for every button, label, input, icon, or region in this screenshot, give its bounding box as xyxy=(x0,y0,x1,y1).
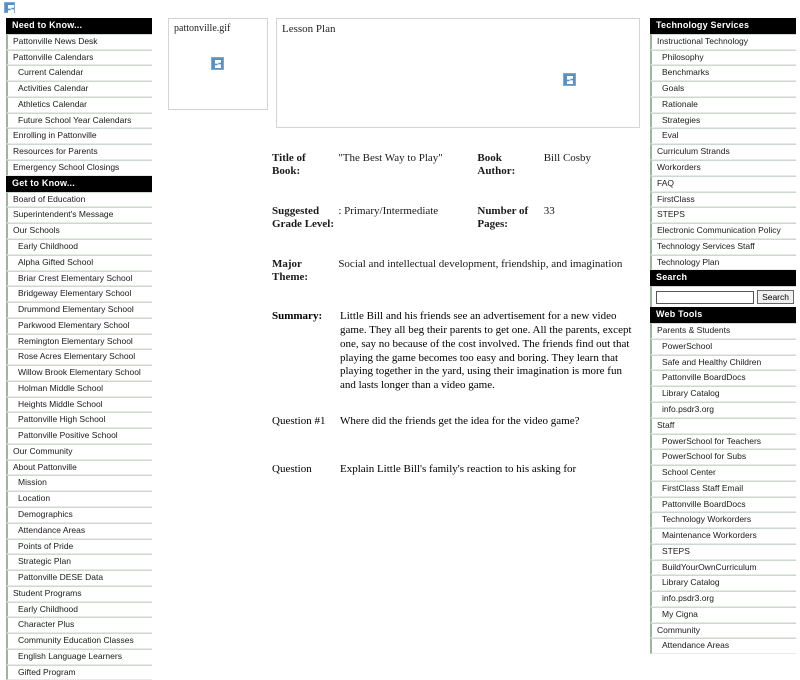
top-panels xyxy=(168,18,640,128)
nav-item-heights-middle-school[interactable]: Heights Middle School xyxy=(6,397,152,413)
grade-level-label: Suggested Grade Level: xyxy=(272,204,335,231)
number-of-pages-value: 33 xyxy=(543,204,555,217)
nav-item-instructional-technology[interactable]: Instructional Technology xyxy=(650,34,796,50)
nav-item-buildyourowncurriculum[interactable]: BuildYourOwnCurriculum xyxy=(650,560,796,576)
nav-item-demographics[interactable]: Demographics xyxy=(6,507,152,523)
right-navigation-sidebar xyxy=(650,18,796,654)
summary-row xyxy=(272,310,640,393)
nav-item-strategies[interactable]: Strategies xyxy=(650,113,796,129)
logo-image-label: pattonville.gif xyxy=(174,23,231,34)
nav-item-drummond-elementary-school[interactable]: Drummond Elementary School xyxy=(6,302,152,318)
nav-header-need-to-know: Need to Know... xyxy=(6,18,152,34)
nav-item-about-pattonville[interactable]: About Pattonville xyxy=(6,460,152,476)
left-navigation-sidebar xyxy=(6,18,152,680)
nav-item-willow-brook-elementary-school[interactable]: Willow Brook Elementary School xyxy=(6,365,152,381)
number-of-pages-label: Number of Pages: xyxy=(477,204,529,231)
nav-item-safe-and-healthy-children[interactable]: Safe and Healthy Children xyxy=(650,355,796,371)
nav-item-strategic-plan[interactable]: Strategic Plan xyxy=(6,554,152,570)
nav-item-my-cigna[interactable]: My Cigna xyxy=(650,607,796,623)
question-2-row xyxy=(272,463,640,477)
search-row xyxy=(650,286,796,307)
nav-item-our-schools[interactable]: Our Schools xyxy=(6,223,152,239)
nav-item-benchmarks[interactable]: Benchmarks xyxy=(650,65,796,81)
nav-item-maintenance-workorders[interactable]: Maintenance Workorders xyxy=(650,528,796,544)
question-2-label: Question xyxy=(272,462,312,475)
nav-item-community-education-classes[interactable]: Community Education Classes xyxy=(6,633,152,649)
nav-header-get-to-know: Get to Know... xyxy=(6,176,152,192)
nav-item-resources-for-parents[interactable]: Resources for Parents xyxy=(6,144,152,160)
title-of-book-value: "The Best Way to Play" xyxy=(338,152,443,164)
nav-item-future-school-year-calendars[interactable]: Future School Year Calendars xyxy=(6,113,152,129)
nav-item-powerschool[interactable]: PowerSchool xyxy=(650,339,796,355)
major-theme-value: Social and intellectual development, friendship, and imagination xyxy=(338,257,623,270)
nav-item-parents-students[interactable]: Parents & Students xyxy=(650,323,796,339)
nav-item-firstclass[interactable]: FirstClass xyxy=(650,192,796,208)
nav-item-briar-crest-elementary-school[interactable]: Briar Crest Elementary School xyxy=(6,271,152,287)
nav-item-rationale[interactable]: Rationale xyxy=(650,97,796,113)
nav-item-pattonville-dese-data[interactable]: Pattonville DESE Data xyxy=(6,570,152,586)
main-content xyxy=(168,18,640,476)
nav-item-english-language-learners[interactable]: English Language Learners xyxy=(6,649,152,665)
nav-item-philosophy[interactable]: Philosophy xyxy=(650,50,796,66)
nav-item-info-psdr3-org[interactable]: info.psdr3.org xyxy=(650,402,796,418)
nav-item-staff[interactable]: Staff xyxy=(650,418,796,434)
question-2-text: Explain Little Bill's family's reaction to his asking for xyxy=(340,462,577,475)
nav-item-curriculum-strands[interactable]: Curriculum Strands xyxy=(650,144,796,160)
logo-image-panel xyxy=(168,18,268,110)
nav-item-alpha-gifted-school[interactable]: Alpha Gifted School xyxy=(6,255,152,271)
nav-item-location[interactable]: Location xyxy=(6,491,152,507)
question-1-row xyxy=(272,415,640,429)
book-author-value: Bill Cosby xyxy=(543,152,592,164)
nav-item-gifted-program[interactable]: Gifted Program xyxy=(6,665,152,680)
summary-text: Little Bill and his friends see an advertisement for a new video game. They all beg their parents to get one. All the parents, except one, say no because of the cost involved. The friends find out that playing the game becomes too easy and boring. They learn that playing together in the yard, using their imagination is more fun and lasts longer than a video game. xyxy=(340,310,632,392)
nav-item-rose-acres-elementary-school[interactable]: Rose Acres Elementary School xyxy=(6,349,152,365)
nav-item-pattonville-boarddocs[interactable]: Pattonville BoardDocs xyxy=(650,370,796,386)
nav-item-technology-workorders[interactable]: Technology Workorders xyxy=(650,512,796,528)
summary-label: Summary: xyxy=(272,310,323,323)
grade-level-value: : Primary/Intermediate xyxy=(338,204,439,217)
nav-item-bridgeway-elementary-school[interactable]: Bridgeway Elementary School xyxy=(6,286,152,302)
nav-item-library-catalog[interactable]: Library Catalog xyxy=(650,575,796,591)
nav-header-web-tools: Web Tools xyxy=(650,307,796,323)
table-row xyxy=(272,152,640,205)
nav-item-powerschool-for-subs[interactable]: PowerSchool for Subs xyxy=(650,449,796,465)
nav-item-early-childhood[interactable]: Early Childhood xyxy=(6,602,152,618)
broken-image-icon xyxy=(211,57,224,70)
book-author-label: Book Author: xyxy=(477,152,516,178)
nav-item-emergency-school-closings[interactable]: Emergency School Closings xyxy=(6,160,152,176)
search-button[interactable]: Search xyxy=(757,290,794,304)
nav-item-enrolling-in-pattonville[interactable]: Enrolling in Pattonville xyxy=(6,128,152,144)
nav-item-mission[interactable]: Mission xyxy=(6,475,152,491)
search-input[interactable] xyxy=(656,291,754,304)
nav-item-school-center[interactable]: School Center xyxy=(650,465,796,481)
nav-item-character-plus[interactable]: Character Plus xyxy=(6,617,152,633)
nav-item-goals[interactable]: Goals xyxy=(650,81,796,97)
lesson-plan-title: Lesson Plan xyxy=(282,23,336,35)
nav-item-technology-services-staff[interactable]: Technology Services Staff xyxy=(650,239,796,255)
nav-item-community[interactable]: Community xyxy=(650,623,796,639)
nav-item-pattonville-positive-school[interactable]: Pattonville Positive School xyxy=(6,428,152,444)
nav-item-firstclass-staff-email[interactable]: FirstClass Staff Email xyxy=(650,481,796,497)
nav-item-pattonville-high-school[interactable]: Pattonville High School xyxy=(6,412,152,428)
nav-item-attendance-areas[interactable]: Attendance Areas xyxy=(6,523,152,539)
nav-item-board-of-education[interactable]: Board of Education xyxy=(6,192,152,208)
nav-item-info-psdr3-org[interactable]: info.psdr3.org xyxy=(650,591,796,607)
nav-item-pattonville-calendars[interactable]: Pattonville Calendars xyxy=(6,50,152,66)
nav-item-athletics-calendar[interactable]: Athletics Calendar xyxy=(6,97,152,113)
lesson-plan-panel xyxy=(276,18,640,128)
nav-item-our-community[interactable]: Our Community xyxy=(6,444,152,460)
table-row xyxy=(272,205,640,258)
nav-item-activities-calendar[interactable]: Activities Calendar xyxy=(6,81,152,97)
question-1-text: Where did the friends get the idea for the video game? xyxy=(340,414,580,427)
title-of-book-label: Title of Book: xyxy=(272,152,306,178)
major-theme-label: Major Theme: xyxy=(272,257,309,284)
nav-item-faq[interactable]: FAQ xyxy=(650,176,796,192)
nav-item-parkwood-elementary-school[interactable]: Parkwood Elementary School xyxy=(6,318,152,334)
nav-item-points-of-pride[interactable]: Points of Pride xyxy=(6,539,152,555)
nav-item-eval[interactable]: Eval xyxy=(650,128,796,144)
nav-item-remington-elementary-school[interactable]: Remington Elementary School xyxy=(6,334,152,350)
nav-item-student-programs[interactable]: Student Programs xyxy=(6,586,152,602)
nav-item-electronic-communication-policy[interactable]: Electronic Communication Policy xyxy=(650,223,796,239)
broken-image-icon xyxy=(4,2,15,13)
nav-item-holman-middle-school[interactable]: Holman Middle School xyxy=(6,381,152,397)
nav-item-steps[interactable]: STEPS xyxy=(650,544,796,560)
nav-header-technology-services: Technology Services xyxy=(650,18,796,34)
broken-image-icon xyxy=(563,73,576,86)
nav-item-current-calendar[interactable]: Current Calendar xyxy=(6,65,152,81)
nav-item-superintendent-s-message[interactable]: Superintendent's Message xyxy=(6,207,152,223)
nav-item-workorders[interactable]: Workorders xyxy=(650,160,796,176)
nav-item-library-catalog[interactable]: Library Catalog xyxy=(650,386,796,402)
nav-item-attendance-areas[interactable]: Attendance Areas xyxy=(650,638,796,654)
nav-item-steps[interactable]: STEPS xyxy=(650,207,796,223)
nav-item-powerschool-for-teachers[interactable]: PowerSchool for Teachers xyxy=(650,434,796,450)
table-row xyxy=(272,258,640,311)
nav-item-pattonville-boarddocs[interactable]: Pattonville BoardDocs xyxy=(650,497,796,513)
nav-header-search: Search xyxy=(650,270,796,286)
book-info-table xyxy=(272,152,640,310)
nav-item-pattonville-news-desk[interactable]: Pattonville News Desk xyxy=(6,34,152,50)
nav-item-technology-plan[interactable]: Technology Plan xyxy=(650,255,796,271)
nav-item-early-childhood[interactable]: Early Childhood xyxy=(6,239,152,255)
question-1-label: Question #1 xyxy=(272,414,326,427)
